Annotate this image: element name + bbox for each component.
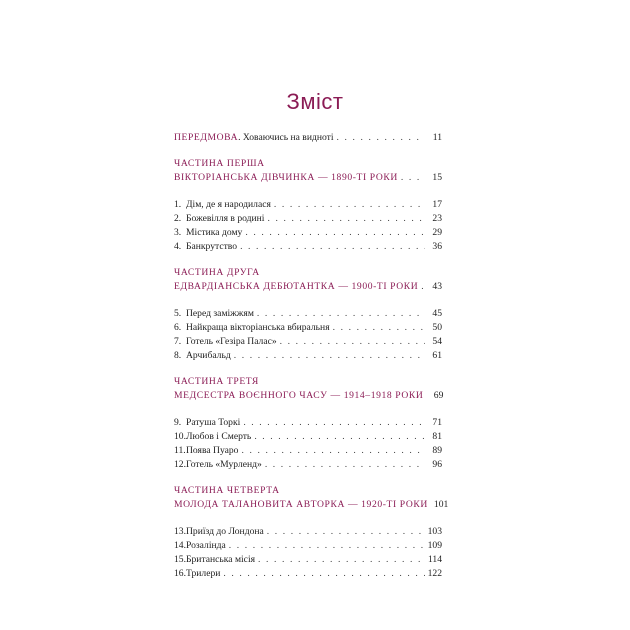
part-heading: ВІКТОРІАНСЬКА ДІВЧИНКА — 1890-ТІ РОКИ <box>174 172 398 183</box>
toc-entry-chapter[interactable] <box>174 458 442 472</box>
chapter-number: 13. <box>174 526 186 537</box>
chapter-number: 1. <box>174 199 182 210</box>
page-number: 50 <box>432 322 442 333</box>
page-number: 43 <box>432 281 442 292</box>
leader-dots <box>229 539 425 553</box>
chapter-number: 7. <box>174 336 182 347</box>
page-number: 114 <box>427 554 442 565</box>
page-number: 23 <box>432 213 442 224</box>
page-number: 109 <box>427 540 442 551</box>
page-number: 11 <box>432 132 442 143</box>
chapter-number: 10. <box>174 431 186 442</box>
page-title: Зміст <box>286 89 344 114</box>
page-number: 89 <box>432 445 442 456</box>
page-number: 17 <box>432 199 442 210</box>
toc-entry-part-heading[interactable] <box>174 498 449 512</box>
toc-entry-chapter[interactable] <box>174 240 442 254</box>
leader-dots <box>241 444 425 458</box>
leader-dots <box>240 240 425 254</box>
chapter-number: 3. <box>174 227 182 238</box>
chapter-number: 16. <box>174 568 186 579</box>
chapter-title: Приїзд до Лондона <box>186 526 264 537</box>
leader-dots <box>258 553 425 567</box>
toc-entry-chapter[interactable] <box>174 321 442 335</box>
part-label: ЧАСТИНА ТРЕТЯ <box>174 376 259 387</box>
chapter-title: Британська місія <box>186 554 256 565</box>
page-number: 103 <box>427 526 442 537</box>
page-number: 69 <box>433 390 444 401</box>
leader-dots <box>267 525 425 539</box>
table-of-contents <box>174 131 449 581</box>
page-number: 45 <box>432 308 442 319</box>
chapter-title: Перед заміжжям <box>186 308 254 319</box>
page-number: 122 <box>427 568 442 579</box>
chapter-title: Арчибальд <box>186 350 231 361</box>
page-number: 29 <box>432 227 442 238</box>
toc-entry-chapter[interactable] <box>174 198 442 212</box>
part-label: ЧАСТИНА ЧЕТВЕРТА <box>174 485 280 496</box>
leader-dots <box>267 212 425 226</box>
toc-entry-chapter[interactable] <box>174 349 442 363</box>
leader-dots <box>274 198 425 212</box>
toc-entry-chapter[interactable] <box>174 539 442 553</box>
toc-entry-chapter[interactable] <box>174 212 442 226</box>
chapter-title: Банкрутство <box>186 241 238 252</box>
preface-label: ПЕРЕДМОВА <box>174 132 239 143</box>
leader-dots <box>257 307 425 321</box>
preface-subtitle: . Ховаючись на видноті <box>238 132 334 143</box>
page-number: 61 <box>432 350 442 361</box>
chapter-number: 12. <box>174 459 186 470</box>
chapter-title: Містика дому <box>186 227 243 238</box>
toc-entry-chapter[interactable] <box>174 307 442 321</box>
page-number: 71 <box>432 417 442 428</box>
part-label: ЧАСТИНА ПЕРША <box>174 158 265 169</box>
leader-dots <box>243 416 425 430</box>
part-heading: ЕДВАРДІАНСЬКА ДЕБЮТАНТКА — 1900-ТІ РОКИ <box>174 281 419 292</box>
chapter-number: 15. <box>174 554 186 565</box>
leader-dots <box>223 567 424 581</box>
toc-entry-chapter[interactable] <box>174 525 442 539</box>
toc-entry-chapter[interactable] <box>174 567 442 581</box>
chapter-title: Готель «Мурленд» <box>186 459 262 470</box>
leader-dots <box>421 280 425 294</box>
toc-entry-chapter[interactable] <box>174 430 442 444</box>
leader-dots <box>265 458 425 472</box>
toc-entry-part-heading[interactable] <box>174 389 442 403</box>
toc-entry-chapter[interactable] <box>174 335 442 349</box>
chapter-number: 6. <box>174 322 182 333</box>
page-number: 96 <box>432 459 442 470</box>
chapter-number: 11. <box>174 445 186 456</box>
toc-entry-chapter[interactable] <box>174 444 442 458</box>
page-number: 81 <box>432 431 442 442</box>
page-number: 101 <box>433 499 449 510</box>
chapter-title: Ратуша Торкі <box>186 417 241 428</box>
leader-dots <box>333 321 425 335</box>
toc-entry-preface[interactable] <box>174 131 442 145</box>
chapter-title: Поява Пуаро <box>186 445 239 456</box>
chapter-title: Трилери <box>186 568 221 579</box>
toc-entry-chapter[interactable] <box>174 226 442 240</box>
leader-dots <box>280 335 425 349</box>
chapter-number: 14. <box>174 540 186 551</box>
leader-dots <box>401 171 425 185</box>
leader-dots <box>337 131 426 145</box>
page-number: 36 <box>432 241 442 252</box>
chapter-title: Любов і Смерть <box>186 431 252 442</box>
toc-entry-part-heading[interactable] <box>174 171 442 185</box>
page-number: 54 <box>432 336 442 347</box>
part-label: ЧАСТИНА ДРУГА <box>174 267 260 278</box>
chapter-number: 2. <box>174 213 182 224</box>
part-heading: МЕДСЕСТРА ВОЄННОГО ЧАСУ — 1914–1918 РОКИ <box>174 390 424 401</box>
page-number: 15 <box>432 172 442 183</box>
chapter-title: Дім, де я народилася <box>186 199 271 210</box>
part-heading: МОЛОДА ТАЛАНОВИТА АВТОРКА — 1920-ТІ РОКИ <box>174 499 428 510</box>
chapter-number: 8. <box>174 350 182 361</box>
chapter-number: 4. <box>174 241 182 252</box>
toc-entry-part-heading[interactable] <box>174 280 442 294</box>
chapter-number: 5. <box>174 308 182 319</box>
leader-dots <box>234 349 425 363</box>
chapter-title: Божевілля в родині <box>186 213 265 224</box>
toc-entry-chapter[interactable] <box>174 553 442 567</box>
chapter-number: 9. <box>174 417 182 428</box>
toc-entry-chapter[interactable] <box>174 416 442 430</box>
chapter-title: Розалінда <box>186 540 226 551</box>
chapter-title: Готель «Гезіра Палас» <box>186 336 277 347</box>
chapter-title: Найкраща вікторіанська вбиральня <box>186 322 330 333</box>
leader-dots <box>254 430 425 444</box>
leader-dots <box>245 226 425 240</box>
